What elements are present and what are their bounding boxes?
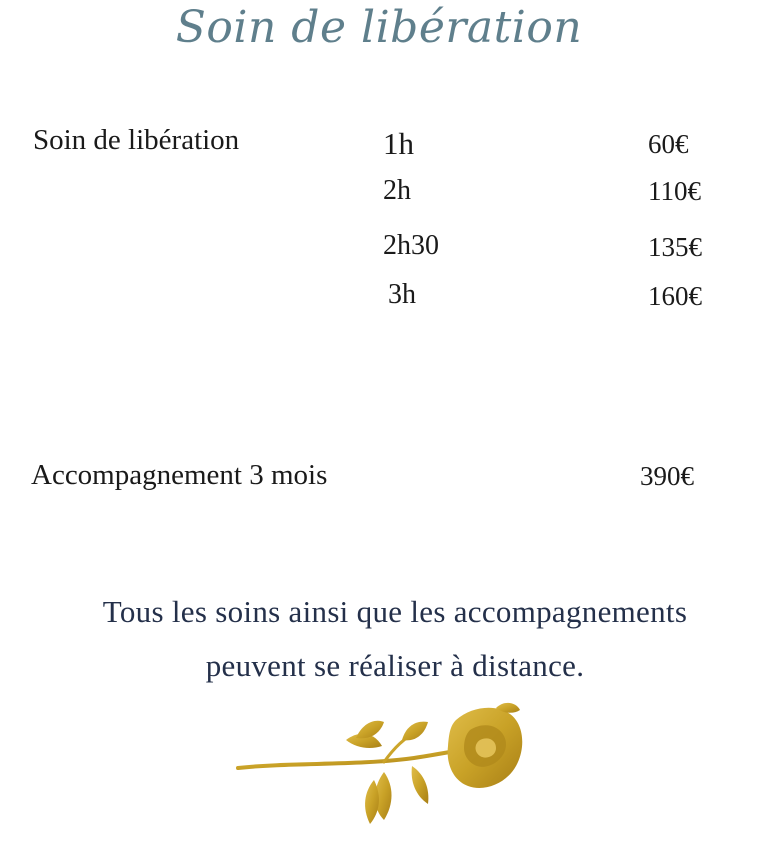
duration-2h: 2h: [383, 175, 411, 206]
service-label: Soin de libération: [33, 124, 240, 156]
price-2h: 110€: [648, 176, 701, 206]
duration-3h: 3h: [388, 279, 416, 310]
duration-2h30: 2h30: [383, 230, 439, 261]
package-price: 390€: [640, 461, 694, 491]
package-label: Accompagnement 3 mois: [31, 459, 328, 491]
remote-note-line-2: peuvent se réaliser à distance.: [205, 648, 585, 683]
golden-rose-icon: [234, 700, 534, 840]
price-2h30: 135€: [648, 232, 702, 262]
remote-note-line-1: Tous les soins ainsi que les accompagnements: [102, 594, 688, 629]
price-1h: 60€: [648, 129, 689, 159]
page-title: Soin de libération: [175, 2, 583, 53]
duration-1h: 1h: [383, 126, 414, 161]
price-3h: 160€: [648, 281, 702, 311]
